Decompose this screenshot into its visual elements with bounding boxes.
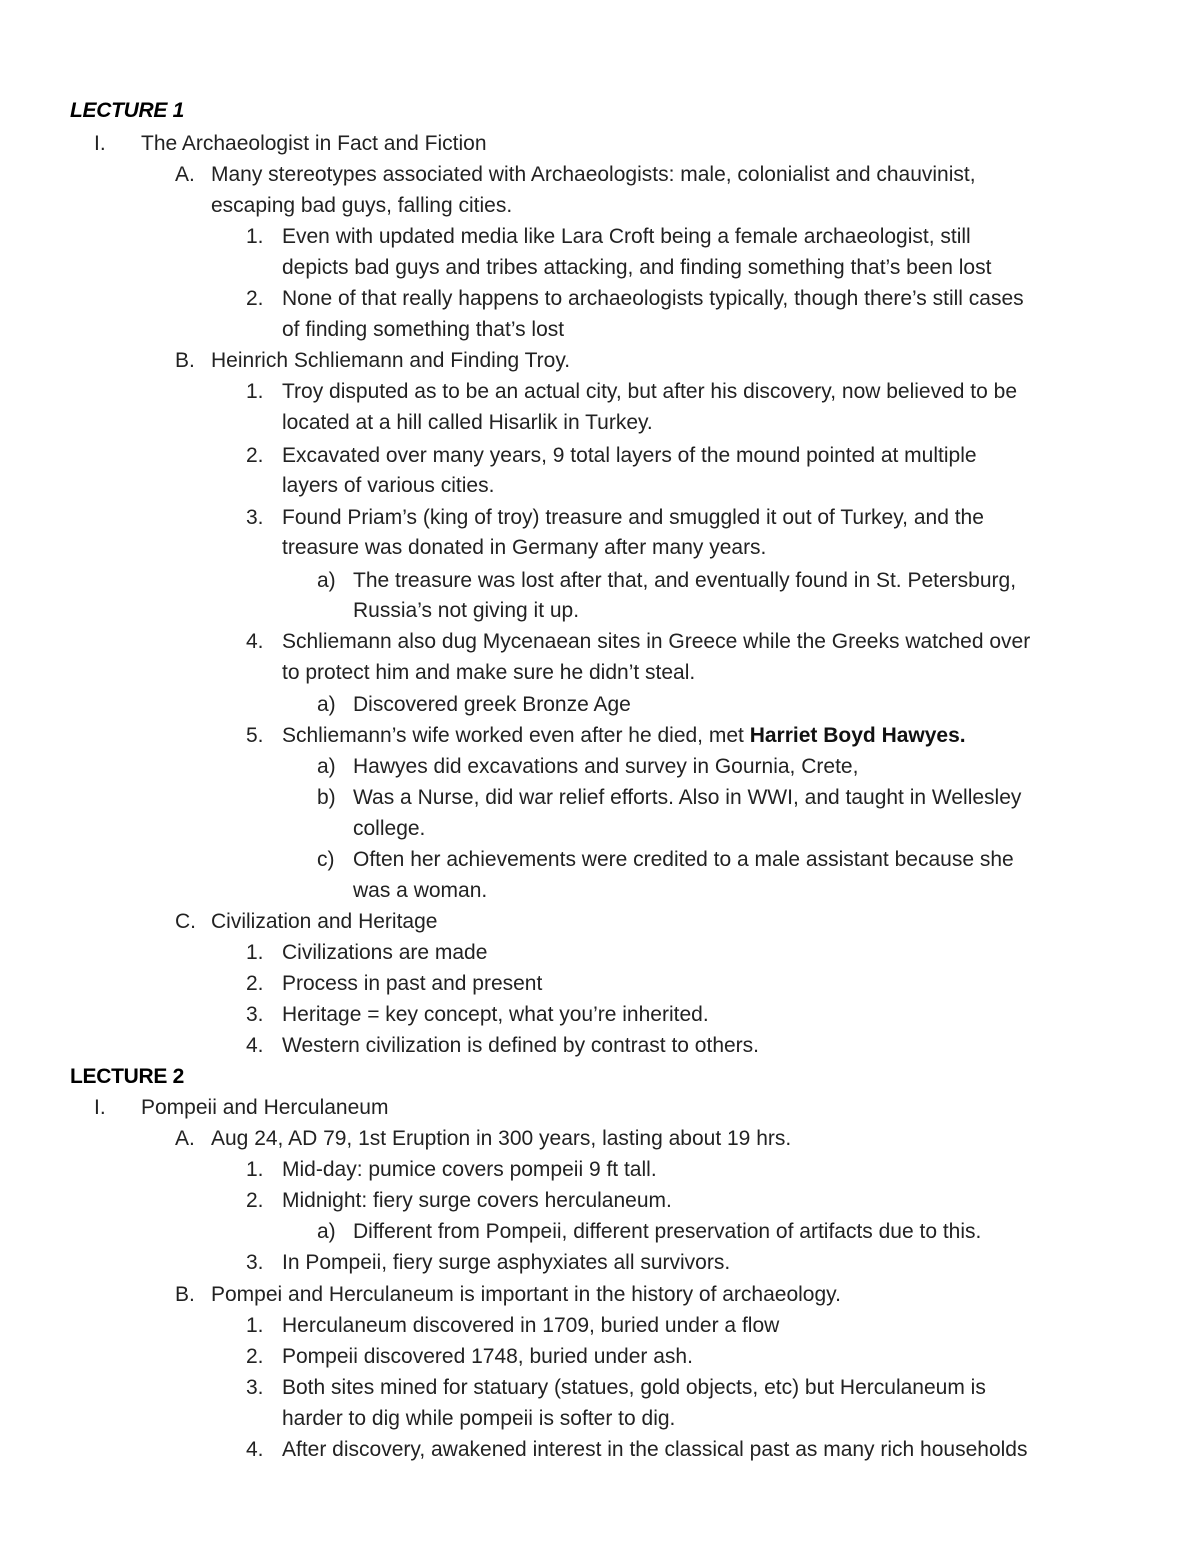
outline-item-continuation [0, 314, 1200, 345]
outline-item-level-3 [0, 283, 1200, 314]
list-marker: 3. [246, 1003, 264, 1026]
outline-item-level-3 [0, 968, 1200, 999]
list-marker: B. [175, 1283, 195, 1306]
list-item-text: Russia’s not giving it up. [353, 599, 580, 622]
list-item-text: Different from Pompeii, different preservation of artifacts due to this. [353, 1220, 982, 1243]
list-item-text: Aug 24, AD 79, 1st Eruption in 300 years, lasting about 19 hrs. [211, 1127, 792, 1150]
outline-item-level-4 [0, 782, 1200, 813]
outline-item-level-4 [0, 1216, 1200, 1247]
list-marker: 4. [246, 1438, 264, 1461]
list-item-text: Hawyes did excavations and survey in Gournia, Crete, [353, 755, 859, 778]
outline-item-level-3 [0, 937, 1200, 968]
outline-item-continuation [0, 470, 1200, 501]
outline-item-continuation [0, 813, 1200, 844]
list-marker: 1. [246, 941, 264, 964]
list-item-text: to protect him and make sure he didn’t steal. [282, 661, 696, 684]
list-marker: 4. [246, 1034, 264, 1057]
list-marker: I. [94, 132, 106, 155]
outline-item-level-3 [0, 1341, 1200, 1372]
outline-item-continuation [0, 875, 1200, 906]
list-marker: b) [317, 786, 336, 809]
list-marker: B. [175, 349, 195, 372]
list-item-text [282, 720, 966, 751]
list-marker: a) [317, 569, 336, 592]
outline-item-level-3 [0, 376, 1200, 407]
list-item-text: layers of various cities. [282, 474, 495, 497]
list-item-text: escaping bad guys, falling cities. [211, 194, 513, 217]
outline-item-level-4 [0, 751, 1200, 782]
list-marker: 1. [246, 380, 264, 403]
outline-item-level-3 [0, 626, 1200, 657]
list-item-text: Process in past and present [282, 972, 543, 995]
list-marker: 3. [246, 506, 264, 529]
list-marker: 1. [246, 1158, 264, 1181]
list-item-text: was a woman. [353, 879, 488, 902]
outline-item-level-3 [0, 999, 1200, 1030]
outline-item-level-4 [0, 844, 1200, 875]
list-marker: 3. [246, 1251, 264, 1274]
list-item-text: Pompei and Herculaneum is important in the history of archaeology. [211, 1283, 841, 1306]
list-item-text: Many stereotypes associated with Archaeologists: male, colonialist and chauvinist, [211, 163, 976, 186]
list-item-text-prefix: Schliemann’s wife worked even after he died, met [282, 724, 750, 747]
list-item-text: Western civilization is defined by contrast to others. [282, 1034, 760, 1057]
outline-item-level-3 [0, 1247, 1200, 1278]
outline-item-continuation [0, 1403, 1200, 1434]
list-item-text: None of that really happens to archaeologists typically, though there’s still cases [282, 287, 1024, 310]
outline-item-level-3 [0, 440, 1200, 471]
list-item-text: Midnight: fiery surge covers herculaneum. [282, 1189, 672, 1212]
outline-item-continuation [0, 657, 1200, 688]
list-marker: C. [175, 910, 196, 933]
list-item-text: Found Priam’s (king of troy) treasure and smuggled it out of Turkey, and the [282, 506, 984, 529]
outline-item-continuation [0, 407, 1200, 438]
lecture-1-heading: LECTURE 1 [70, 99, 184, 122]
outline-item-level-2 [0, 345, 1200, 376]
list-item-text: Discovered greek Bronze Age [353, 693, 631, 716]
list-marker: c) [317, 848, 335, 871]
outline-item-level-1 [0, 128, 1200, 159]
list-marker: 2. [246, 444, 264, 467]
outline-item-level-3 [0, 1154, 1200, 1185]
outline-item-level-3 [0, 1030, 1200, 1061]
list-item-text: Civilization and Heritage [211, 910, 438, 933]
list-marker: a) [317, 755, 336, 778]
outline-item-level-2 [0, 1279, 1200, 1310]
list-item-text: After discovery, awakened interest in the classical past as many rich households [282, 1438, 1028, 1461]
list-item-text: Often her achievements were credited to a male assistant because she [353, 848, 1014, 871]
list-item-text: of finding something that’s lost [282, 318, 565, 341]
lecture-2-heading: LECTURE 2 [70, 1065, 184, 1088]
list-item-text: Herculaneum discovered in 1709, buried under a flow [282, 1314, 780, 1337]
list-marker: 1. [246, 1314, 264, 1337]
outline-item-level-3 [0, 720, 1200, 751]
list-marker: 2. [246, 287, 264, 310]
list-marker: 2. [246, 972, 264, 995]
list-item-text: college. [353, 817, 426, 840]
outline-item-continuation [0, 595, 1200, 626]
list-item-text: harder to dig while pompeii is softer to dig. [282, 1407, 676, 1430]
outline-item-continuation [0, 252, 1200, 283]
outline-item-level-3 [0, 221, 1200, 252]
list-item-text: Both sites mined for statuary (statues, gold objects, etc) but Herculaneum is [282, 1376, 986, 1399]
section-title: The Archaeologist in Fact and Fiction [141, 132, 487, 155]
outline-item-level-3 [0, 1185, 1200, 1216]
outline-item-level-3 [0, 502, 1200, 533]
list-item-text: Excavated over many years, 9 total layers of the mound pointed at multiple [282, 444, 977, 467]
outline-item-level-3 [0, 1434, 1200, 1465]
list-item-text: Troy disputed as to be an actual city, but after his discovery, now believed to be [282, 380, 1018, 403]
list-item-text: Heinrich Schliemann and Finding Troy. [211, 349, 571, 372]
section-title: Pompeii and Herculaneum [141, 1096, 389, 1119]
bold-name-text: Harriet Boyd Hawyes. [749, 724, 966, 747]
outline-item-level-3 [0, 1310, 1200, 1341]
list-marker: a) [317, 1220, 336, 1243]
list-marker: a) [317, 693, 336, 716]
list-item-text: Mid-day: pumice covers pompeii 9 ft tall. [282, 1158, 657, 1181]
list-item-text: Heritage = key concept, what you’re inherited. [282, 1003, 709, 1026]
outline-item-level-1 [0, 1092, 1200, 1123]
list-item-text: treasure was donated in Germany after many years. [282, 536, 767, 559]
list-marker: A. [175, 163, 195, 186]
list-item-text: In Pompeii, fiery surge asphyxiates all survivors. [282, 1251, 731, 1274]
outline-item-level-2 [0, 906, 1200, 937]
lecture-1-heading-line [0, 95, 1200, 126]
list-item-text: Pompeii discovered 1748, buried under ash. [282, 1345, 693, 1368]
list-marker: 1. [246, 225, 264, 248]
list-item-text: located at a hill called Hisarlik in Turkey. [282, 411, 653, 434]
list-item-text: Schliemann also dug Mycenaean sites in Greece while the Greeks watched over [282, 630, 1031, 653]
outline-item-level-4 [0, 565, 1200, 596]
list-marker: 2. [246, 1345, 264, 1368]
outline-item-level-3 [0, 1372, 1200, 1403]
list-item-text: depicts bad guys and tribes attacking, and finding something that’s been lost [282, 256, 992, 279]
list-item-text: Civilizations are made [282, 941, 488, 964]
list-marker: 2. [246, 1189, 264, 1212]
list-marker: 3. [246, 1376, 264, 1399]
outline-item-level-4 [0, 689, 1200, 720]
outline-item-continuation [0, 190, 1200, 221]
outline-item-continuation [0, 532, 1200, 563]
list-marker: A. [175, 1127, 195, 1150]
list-item-text: The treasure was lost after that, and eventually found in St. Petersburg, [353, 569, 1017, 592]
list-item-text: Was a Nurse, did war relief efforts. Also in WWI, and taught in Wellesley [353, 786, 1022, 809]
list-marker: 4. [246, 630, 264, 653]
lecture-2-heading-line [0, 1061, 1200, 1092]
list-marker: I. [94, 1096, 106, 1119]
outline-item-level-2 [0, 159, 1200, 190]
list-marker: 5. [246, 724, 264, 747]
outline-item-level-2 [0, 1123, 1200, 1154]
list-item-text: Even with updated media like Lara Croft being a female archaeologist, still [282, 225, 971, 248]
